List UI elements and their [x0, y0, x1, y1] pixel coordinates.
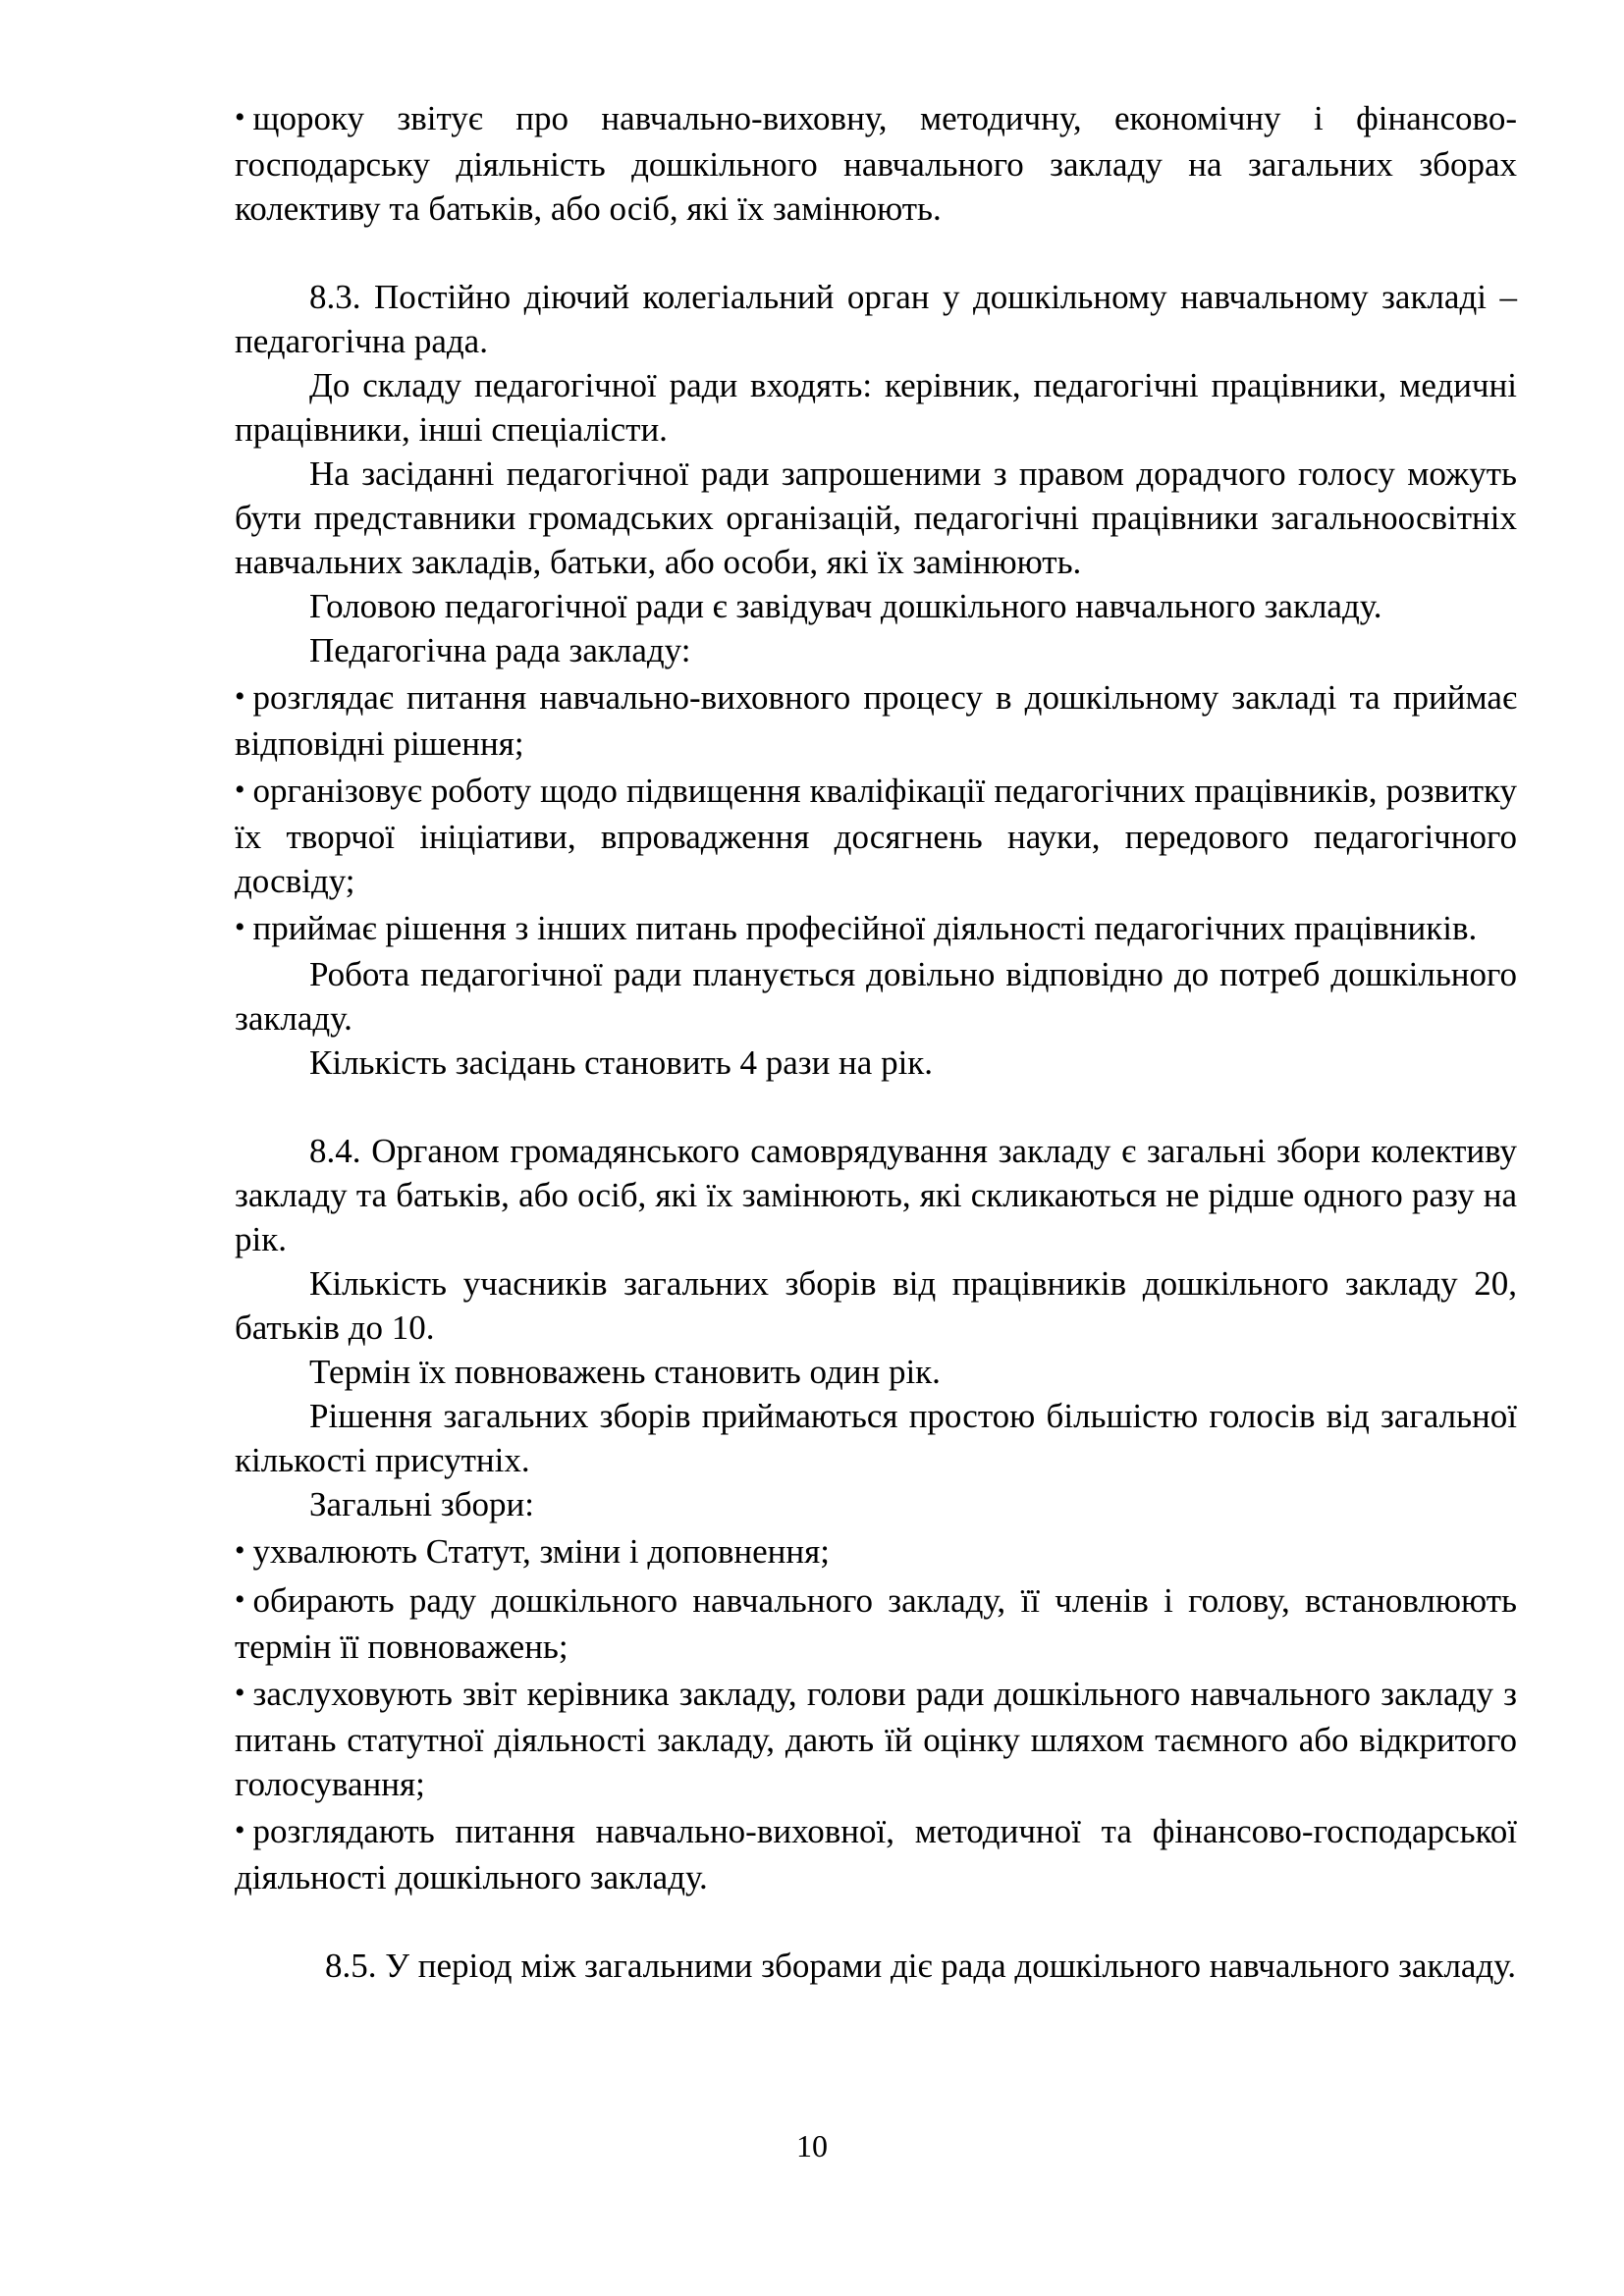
- bullet-icon: •: [235, 1534, 245, 1567]
- bullet-icon: •: [235, 774, 245, 806]
- section-8-3-heading-paragraph: 8.3. Постійно діючий колегіальний орган у дошкільному навчальному закладі – педагогічна рада.: [235, 278, 1517, 360]
- paragraph: Рішення загальних зборів приймаються простою більшістю голосів від загальної кількості присутніх.: [235, 1397, 1517, 1479]
- section-8-5-heading-paragraph: 8.5. У період між загальними зборами діє рада дошкільного навчального закладу.: [325, 1947, 1517, 1985]
- bullet-paragraph: • розглядають питання навчально-виховної, методичної та фінансово-господарської діяльності дошкільного закладу.: [235, 1812, 1517, 1896]
- section-8-4-heading-paragraph: 8.4. Органом громадянського самоврядування закладу є загальні збори колективу закладу та батьків, або осіб, які їх замінюють, які скликаються не рідше одного разу на рік.: [235, 1132, 1517, 1258]
- bullet-paragraph: • обирають раду дошкільного навчального закладу, її членів і голову, встановлюють термін її повноважень;: [235, 1581, 1517, 1666]
- bullet-icon: •: [235, 101, 245, 133]
- bullet-paragraph: • приймає рішення з інших питань професійної діяльності педагогічних працівників.: [235, 909, 1478, 947]
- paragraph: До складу педагогічної ради входять: керівник, педагогічні працівники, медичні працівники, інші спеціалісти.: [235, 366, 1517, 449]
- bullet-icon: •: [235, 1677, 245, 1709]
- bullet-paragraph: • розглядає питання навчально-виховного процесу в дошкільному закладі та приймає відповідні рішення;: [235, 678, 1517, 763]
- paragraph: Робота педагогічної ради планується довільно відповідно до потреб дошкільного закладу.: [235, 955, 1517, 1038]
- paragraph: Головою педагогічної ради є завідувач дошкільного навчального закладу.: [309, 587, 1382, 625]
- paragraph: Термін їх повноважень становить один рік.: [309, 1353, 941, 1391]
- page-number: 10: [796, 2128, 828, 2163]
- document-body: [235, 93, 1517, 1988]
- paragraph: Загальні збори:: [309, 1485, 534, 1523]
- bullet-icon: •: [235, 1583, 245, 1616]
- paragraph: На засіданні педагогічної ради запрошеними з правом дорадчого голосу можуть бути представники громадських організацій, педагогічні працівники загальноосвітніх навчальних закладів, батьки, або особи, які їх замінюють.: [235, 454, 1517, 581]
- bullet-paragraph: • щороку звітує про навчально-виховну, методичну, економічну і фінансово-господарську діяльність дошкільного навчального закладу на загальних зборах колективу та батьків, або осіб, які їх замінюють.: [235, 99, 1517, 228]
- bullet-icon: •: [235, 911, 245, 943]
- bullet-icon: •: [235, 680, 245, 713]
- bullet-icon: •: [235, 1814, 245, 1846]
- bullet-paragraph: • організовує роботу щодо підвищення кваліфікації педагогічних працівників, розвитку їх творчої ініціативи, впровадження досягнень науки, передового педагогічного досвіду;: [235, 772, 1517, 900]
- bullet-paragraph: • заслуховують звіт керівника закладу, голови ради дошкільного навчального закладу з питань статутної діяльності закладу, дають їй оцінку шляхом таємного або відкритого голосування;: [235, 1675, 1517, 1803]
- paragraph: Педагогічна рада закладу:: [309, 631, 691, 669]
- paragraph: Кількість засідань становить 4 рази на рік.: [309, 1043, 934, 1082]
- paragraph: Кількість учасників загальних зборів від працівників дошкільного закладу 20, батьків до 10.: [235, 1264, 1517, 1347]
- bullet-paragraph: • ухвалюють Статут, зміни і доповнення;: [235, 1532, 830, 1571]
